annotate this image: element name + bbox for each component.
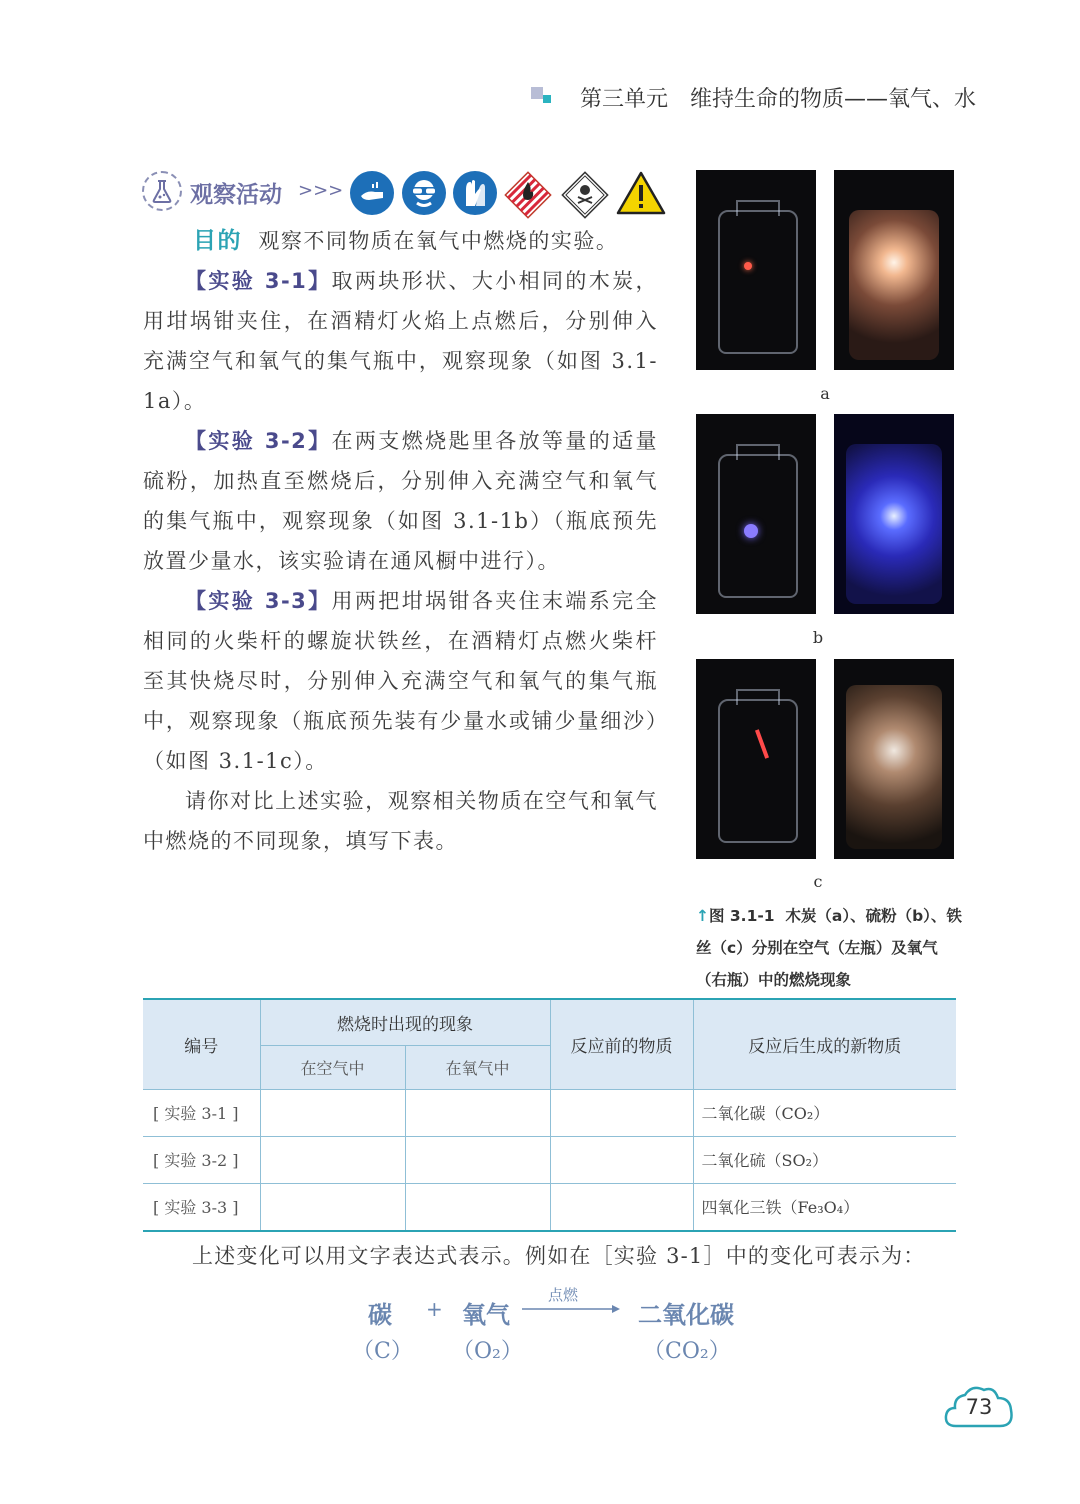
cell-before[interactable] [550,1136,693,1183]
observation-table [143,998,956,1232]
cell-after: 二氧化碳（CO₂） [693,1089,956,1136]
purpose-line [193,221,663,261]
row-id: [ 实验 3-3 ] [143,1183,260,1231]
figure-caption [696,900,966,996]
table-row [143,1136,956,1183]
row-id: [ 实验 3-1 ] [143,1089,260,1136]
experiment-2-label: 【实验 3-2】 [185,429,332,453]
up-arrow-icon: ↑ [696,907,709,925]
cell-air[interactable] [260,1136,405,1183]
header-in-oxygen: 在氧气中 [405,1045,550,1089]
experiment-2-text: 在两支燃烧匙里各放等量的适量硫粉，加热直至燃烧后，分别伸入充满空气和氧气的集气瓶中，观察现象（如图 3.1-1b）（瓶底预先放置少量水，该实验请在通风橱中进行）。 [143,429,658,573]
word-equation-intro: 上述变化可以用文字表达式表示。例如在［实验 3-1］中的变化可表示为： [192,1244,926,1268]
cell-before[interactable] [550,1089,693,1136]
equation-condition: 点燃 [548,1286,579,1304]
cell-oxygen[interactable] [405,1089,550,1136]
header-reactants: 反应前的物质 [550,999,693,1089]
gloves-icon [452,170,498,216]
activity-title: 观察活动 [190,182,282,208]
figure-caption-text: 木炭（a）、硫粉（b）、铁丝（c）分别在空气（左瓶）及氧气（右瓶）中的燃烧现象 [696,907,962,989]
purpose-label: 目的 [193,228,242,254]
figure-label-a: a [820,384,830,403]
experiment-3-paragraph [143,581,658,781]
experiment-3-label: 【实验 3-3】 [185,589,332,613]
photo-charcoal-air [696,170,816,370]
figure-label-b: b [812,628,824,647]
cell-after: 四氧化三铁（Fe₃O₄） [693,1183,956,1231]
handwash-icon [349,170,395,216]
cell-oxygen[interactable] [405,1183,550,1231]
equation-product: 二氧化碳 [638,1301,734,1329]
photo-charcoal-oxygen [834,170,954,370]
equation-reactant-2-formula: （O₂） [452,1339,523,1364]
header-in-air: 在空气中 [260,1045,405,1089]
header-id: 编号 [143,999,260,1089]
equation-reactant-1: 碳 [368,1301,392,1329]
photo-iron-air [696,659,816,859]
equation-reactant-1-formula: （C） [352,1339,413,1364]
photo-sulfur-oxygen [834,414,954,614]
photo-iron-oxygen [834,659,954,859]
flammable-solid-icon [503,170,549,216]
toxic-icon [560,170,606,216]
flask-icon [142,171,182,211]
activity-arrows: >>> [298,180,344,201]
page-number: 73 [965,1395,993,1419]
experiment-3-text: 用两把坩埚钳各夹住末端系完全相同的火柴杆的螺旋状铁丝，在酒精灯点燃火柴杆至其快烧尽时，分别伸入充满空气和氧气的集气瓶中，观察现象（瓶底预先装有少量水或铺少量细沙）（如图 3.1-1c）。 [143,589,658,773]
header-decoration [531,87,553,107]
header-phenomena: 燃烧时出现的现象 [260,999,550,1045]
equation-product-formula: （CO₂） [643,1339,731,1364]
purpose-text: 观察不同物质在氧气中燃烧的实验。 [258,229,619,253]
photo-sulfur-air [696,414,816,614]
instruction-paragraph: 请你对比上述实验，观察相关物质在空气和氧气中燃烧的不同现象，填写下表。 [143,789,658,853]
row-id: [ 实验 3-2 ] [143,1136,260,1183]
cell-air[interactable] [260,1183,405,1231]
equation-plus: + [426,1297,443,1321]
experiment-1-label: 【实验 3-1】 [185,269,332,293]
experiment-1-text: 取两块形状、大小相同的木炭，用坩埚钳夹住，在酒精灯火焰上点燃后，分别伸入充满空气和氧气的集气瓶中，观察现象（如图 3.1-1a）。 [143,269,658,413]
header-products: 反应后生成的新物质 [693,999,956,1089]
goggles-icon [401,170,447,216]
cell-oxygen[interactable] [405,1136,550,1183]
warning-icon [616,170,662,216]
chapter-title: 第三单元 维持生命的物质——氧气、水 [580,87,977,112]
cell-air[interactable] [260,1089,405,1136]
figure-caption-number: 图 3.1-1 [709,907,775,925]
reaction-arrow-icon [522,1302,622,1316]
equation-reactant-2: 氧气 [462,1301,510,1329]
experiment-2-paragraph [143,421,658,581]
experiment-1-paragraph [143,261,658,421]
cell-before[interactable] [550,1183,693,1231]
table-row [143,1183,956,1231]
table-row [143,1089,956,1136]
cell-after: 二氧化硫（SO₂） [693,1136,956,1183]
figure-label-c: c [813,872,823,891]
